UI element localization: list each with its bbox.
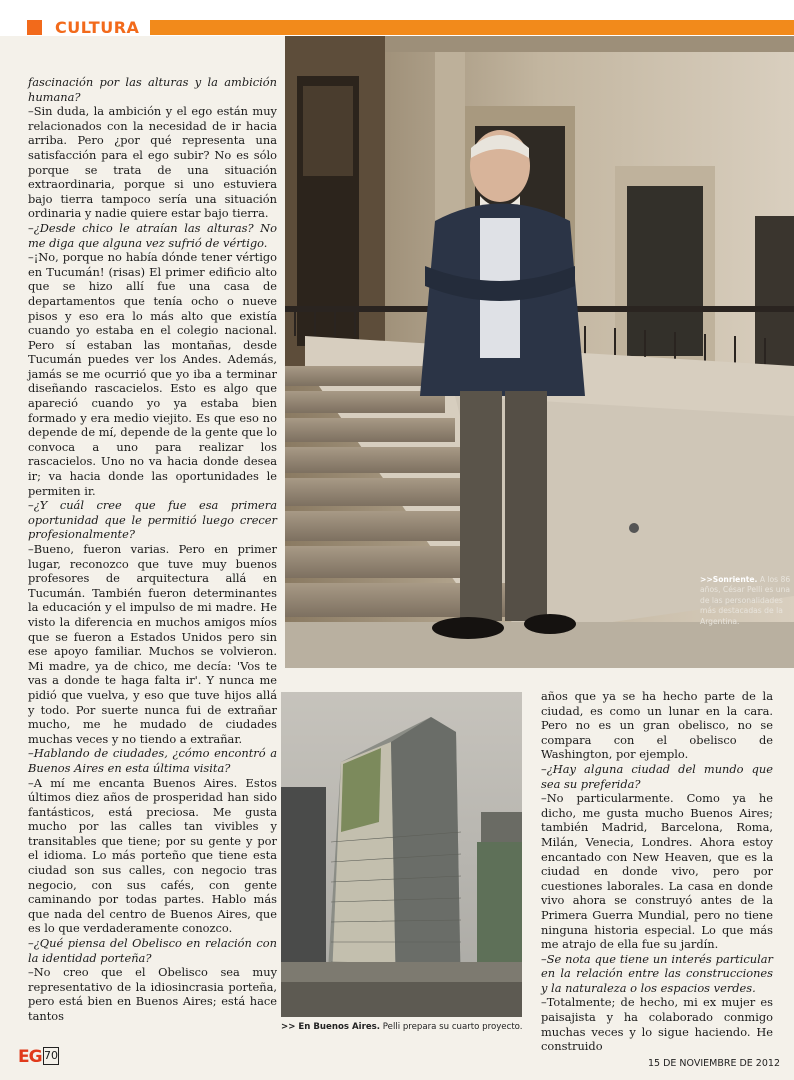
section-header bbox=[0, 0, 794, 36]
question-paragraph: fascinación por las alturas y la ambición humana? bbox=[28, 75, 277, 104]
section-title: CULTURA bbox=[55, 18, 140, 37]
building-caption-text: Pelli prepara su cuarto proyecto. bbox=[382, 1022, 523, 1032]
building-caption bbox=[281, 1022, 541, 1032]
answer-paragraph: –No particularmente. Como ya he dicho, me gusta mucho Buenos Aires; también Madrid, Barcelona, Roma, Milán, Venecia, Londres. Ahora estoy encantado con New Heaven, que es la ciudad en donde vivo, pero por cuestiones laborales. La casa en donde vivo ahora se construyó antes de la Primera Guerra Mundial, pero no tiene ninguna historia especial. Lo que más me atrajo de ella fue su jardín. bbox=[541, 791, 773, 952]
answer-paragraph: –Totalmente; de hecho, mi ex mujer es paisajista y ha colaborado conmigo muchas veces y lo sigue haciendo. He construido bbox=[541, 995, 773, 1054]
portrait-caption bbox=[700, 575, 792, 627]
building-photo bbox=[281, 692, 522, 1017]
building-caption-lead: >> En Buenos Aires. bbox=[281, 1022, 381, 1032]
right-text-column bbox=[541, 689, 773, 1054]
answer-paragraph: –Bueno, fueron varias. Pero en primer lugar, reconozco que tuve muy buenos profesores de arquitectura allá en Tucumán. También fueron determinantes la educación y el impulso de mi madre. He visto la diferencia en muchos amigos míos que se fueron a Estados Unidos pero sin ese apoyo familiar. Muchos se volvieron. Mi madre, ya de chico, me decía: 'Vos te vas a donde te haga falta ir'. Y nunca me pidió que vuelva, y eso que tuve hijos allá y todo. Por suerte nunca fui de extrañar mucho, me he mudado de ciudades muchas veces y no tiendo a extrañar. bbox=[28, 542, 277, 746]
answer-paragraph: –¡No, porque no había dónde tener vértigo en Tucumán! (risas) El primer edificio alto que se hizo allí fue una casa de departamentos que tenía ocho o nueve pisos y eso era lo más alto que existía cuando yo estaba en el colegio nacional. Pero sí estaban las montañas, desde Tucumán puedes ver los Andes. Además, jamás se me ocurrió que yo iba a terminar diseñando rascacielos. Esto es algo que apareció cuando yo ya estaba bien formado y era medio viejito. Es que eso no depende de mí, depende de la gente que lo convoca a uno para realizar los rascacielos. Uno no va hacia donde desea ir; va hacia donde las oportunidades le permiten ir. bbox=[28, 250, 277, 498]
portrait-illustration bbox=[285, 36, 794, 668]
answer-paragraph: –A mí me encanta Buenos Aires. Estos últimos diez años de prosperidad han sido fantásticos, está preciosa. Me gusta mucho por las calles tan vivibles y transitables que tiene; por su gente y por el idioma. Lo más porteño que tiene esta ciudad son sus calles, con negocio tras negocio, con sus cafés, con gente caminando por todas partes. Hablo más que nada del centro de Buenos Aires, que es lo que verdaderamente conozco. bbox=[28, 775, 277, 936]
left-text-column bbox=[28, 75, 277, 1024]
answer-paragraph: –No creo que el Obelisco sea muy representativo de la idiosincrasia porteña, pero está bien en Buenos Aires; está hace tantos bbox=[28, 965, 277, 1023]
issue-date: 15 DE NOVIEMBRE DE 2012 bbox=[647, 1058, 780, 1069]
question-paragraph: –¿Qué piensa del Obelisco en relación con la identidad porteña? bbox=[28, 936, 277, 965]
answer-paragraph: –Sin duda, la ambición y el ego están muy relacionados con la necesidad de ir hacia arriba. Pero ¿por qué representa una satisfacción para el ego subir? No es sólo porque se trata de una situación extraordinaria, porque si uno estuviera bajo tierra tampoco sería una situación ordinaria y nadie quiere estar bajo tierra. bbox=[28, 104, 277, 221]
section-bar bbox=[150, 20, 794, 35]
question-paragraph: –¿Hay alguna ciudad del mundo que sea su preferida? bbox=[541, 761, 773, 791]
portrait-caption-text: A los 86 años, César Pelli es una de las personalidades más destacadas de la Argentina. bbox=[700, 575, 791, 626]
question-paragraph: –Hablando de ciudades, ¿cómo encontró a Buenos Aires en esta última visita? bbox=[28, 746, 277, 775]
magazine-logo: EG bbox=[18, 1047, 42, 1067]
portrait-caption-lead: >>Sonriente. bbox=[700, 575, 758, 584]
section-square-icon bbox=[27, 20, 42, 35]
question-paragraph: –¿Desde chico le atraían las alturas? No me diga que alguna vez sufrió de vértigo. bbox=[28, 220, 277, 250]
building-illustration bbox=[281, 692, 522, 1017]
question-paragraph: –¿Y cuál cree que fue esa primera oportunidad que le permitió luego crecer profesionalmente? bbox=[28, 498, 277, 542]
page-number: 70 bbox=[43, 1047, 59, 1065]
question-paragraph: –Se nota que tiene un interés particular en la relación entre las construcciones y la naturaleza o los espacios verdes. bbox=[541, 951, 773, 995]
answer-paragraph: años que ya se ha hecho parte de la ciudad, es como un lunar en la cara. Pero no es un gran obelisco, no se compara con el obelisco de Washington, por ejemplo. bbox=[541, 689, 773, 762]
portrait-photo bbox=[285, 36, 794, 668]
